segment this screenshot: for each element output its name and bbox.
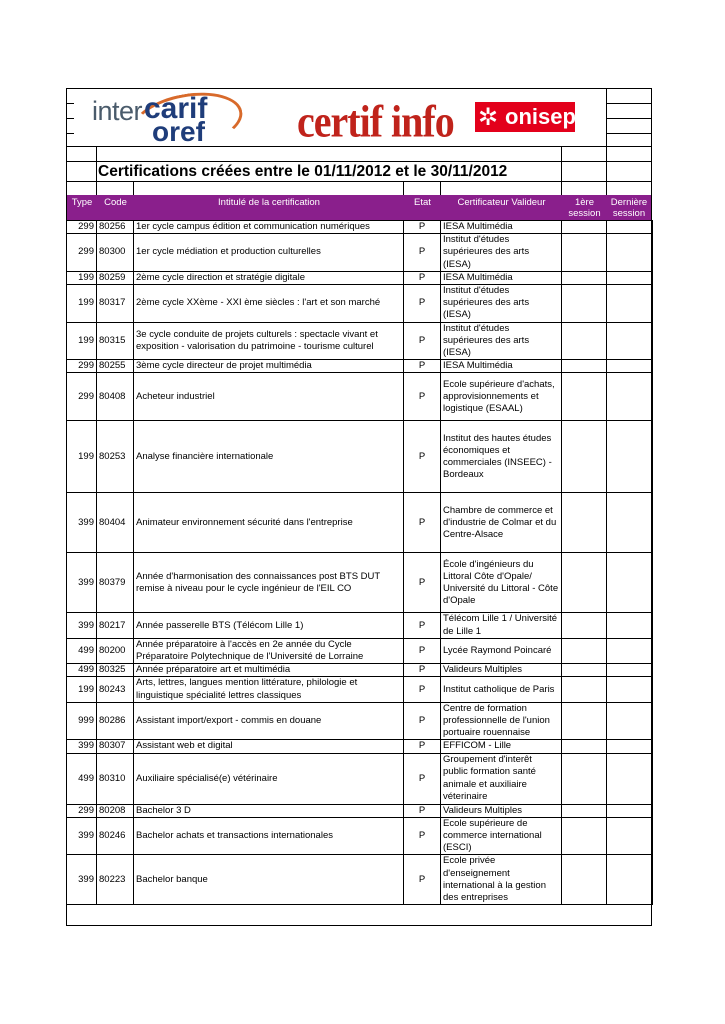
intitule-cell: Auxiliaire spécialisé(e) vétérinaire <box>134 753 404 804</box>
code-cell: 80256 <box>97 221 134 234</box>
etat-cell: P <box>404 817 441 855</box>
derniere-session-cell <box>607 855 653 905</box>
etat-cell: P <box>404 613 441 638</box>
certif-info-logo: certif info <box>297 95 454 147</box>
derniere-session-cell <box>607 285 653 323</box>
intercarif-oref-logo <box>92 92 242 147</box>
table-row <box>67 804 653 817</box>
certificateur-cell: Ecole supérieure d'achats, approvisionnements et logistique (ESAAL) <box>441 373 562 421</box>
etat-cell: P <box>404 664 441 677</box>
type-cell: 399 <box>67 740 97 753</box>
column-header-intitule: Intitulé de la certification <box>218 197 320 208</box>
premiere-session-cell <box>562 740 607 753</box>
premiere-session-cell <box>562 221 607 234</box>
derniere-session-cell <box>607 221 653 234</box>
code-cell: 80404 <box>97 493 134 553</box>
premiere-session-cell <box>562 322 607 360</box>
certificateur-cell: IESA Multimédia <box>441 360 562 373</box>
grid-line <box>66 181 652 182</box>
table-row <box>67 271 653 284</box>
premiere-session-cell <box>562 804 607 817</box>
premiere-session-cell <box>562 664 607 677</box>
intitule-cell: Année préparatoire à l'accès en 2e année du Cycle Préparatoire Polytechnique de l'Université de Lorraine <box>134 638 404 663</box>
etat-cell: P <box>404 322 441 360</box>
code-cell: 80255 <box>97 360 134 373</box>
table-row <box>67 322 653 360</box>
etat-cell: P <box>404 421 441 493</box>
premiere-session-cell <box>562 271 607 284</box>
certificateur-cell: Institut d'études supérieures des arts (IESA) <box>441 234 562 272</box>
intitule-cell: 1er cycle médiation et production culturelles <box>134 234 404 272</box>
derniere-session-cell <box>607 664 653 677</box>
table-row <box>67 638 653 663</box>
intitule-cell: Arts, lettres, langues mention littérature, philologie et linguistique spécialité lettres classiques <box>134 677 404 702</box>
grid-line <box>133 181 134 196</box>
table-row <box>67 740 653 753</box>
code-cell: 80310 <box>97 753 134 804</box>
code-cell: 80253 <box>97 421 134 493</box>
premiere-session-cell <box>562 753 607 804</box>
column-header-code: Code <box>104 197 127 208</box>
grid-line <box>440 181 441 196</box>
grid-line <box>606 103 652 104</box>
certificateur-cell: IESA Multimédia <box>441 221 562 234</box>
derniere-session-cell <box>607 804 653 817</box>
type-cell: 199 <box>67 322 97 360</box>
type-cell: 499 <box>67 664 97 677</box>
premiere-session-cell <box>562 234 607 272</box>
table-row <box>67 553 653 613</box>
type-cell: 299 <box>67 804 97 817</box>
grid-line <box>66 161 652 162</box>
intitule-cell: Bachelor 3 D <box>134 804 404 817</box>
etat-cell: P <box>404 373 441 421</box>
code-cell: 80217 <box>97 613 134 638</box>
table-row <box>67 234 653 272</box>
certificateur-cell: Valideurs Multiples <box>441 664 562 677</box>
code-cell: 80223 <box>97 855 134 905</box>
premiere-session-cell <box>562 702 607 740</box>
intitule-cell: Animateur environnement sécurité dans l'entreprise <box>134 493 404 553</box>
derniere-session-cell <box>607 373 653 421</box>
intitule-cell: Assistant web et digital <box>134 740 404 753</box>
intitule-cell: Analyse financière internationale <box>134 421 404 493</box>
etat-cell: P <box>404 234 441 272</box>
type-cell: 199 <box>67 421 97 493</box>
intitule-cell: Bachelor achats et transactions internationales <box>134 817 404 855</box>
type-cell: 199 <box>67 285 97 323</box>
table-row <box>67 493 653 553</box>
certifications-table <box>66 220 653 905</box>
premiere-session-cell <box>562 285 607 323</box>
premiere-session-cell <box>562 855 607 905</box>
etat-cell: P <box>404 638 441 663</box>
column-header-type: Type <box>71 197 93 208</box>
type-cell: 499 <box>67 753 97 804</box>
etat-cell: P <box>404 285 441 323</box>
certificateur-cell: Ecole supérieure de commerce international (ESCI) <box>441 817 562 855</box>
certificateur-cell: Institut d'études supérieures des arts (IESA) <box>441 322 562 360</box>
certificateur-cell: IESA Multimédia <box>441 271 562 284</box>
premiere-session-cell <box>562 360 607 373</box>
grid-line <box>606 133 652 134</box>
type-cell: 999 <box>67 702 97 740</box>
code-cell: 80246 <box>97 817 134 855</box>
code-cell: 80243 <box>97 677 134 702</box>
type-cell: 499 <box>67 638 97 663</box>
derniere-session-cell <box>607 753 653 804</box>
premiere-session-cell <box>562 421 607 493</box>
type-cell: 399 <box>67 855 97 905</box>
table-row <box>67 373 653 421</box>
derniere-session-cell <box>607 817 653 855</box>
logo-text: inter <box>92 96 143 126</box>
grid-line <box>606 118 652 119</box>
intitule-cell: 2ème cycle direction et stratégie digitale <box>134 271 404 284</box>
table-row <box>67 702 653 740</box>
type-cell: 199 <box>67 677 97 702</box>
etat-cell: P <box>404 753 441 804</box>
derniere-session-cell <box>607 553 653 613</box>
derniere-session-cell <box>607 493 653 553</box>
logo-bar <box>92 88 592 148</box>
etat-cell: P <box>404 221 441 234</box>
grid-line <box>561 146 562 196</box>
derniere-session-cell <box>607 271 653 284</box>
onisep-logo <box>475 102 575 132</box>
etat-cell: P <box>404 677 441 702</box>
code-cell: 80307 <box>97 740 134 753</box>
column-header-premiere-session: 1ère session <box>568 197 601 219</box>
type-cell: 399 <box>67 613 97 638</box>
logo-text: carif <box>144 92 208 125</box>
table-row <box>67 664 653 677</box>
code-cell: 80315 <box>97 322 134 360</box>
certificateur-cell: Groupement d'interêt public formation santé animale et auxiliaire véterinaire <box>441 753 562 804</box>
derniere-session-cell <box>607 702 653 740</box>
derniere-session-cell <box>607 677 653 702</box>
type-cell: 299 <box>67 221 97 234</box>
table-row <box>67 421 653 493</box>
certificateur-cell: Institut des hautes études économiques et commerciales (INSEEC) - Bordeaux <box>441 421 562 493</box>
table-row <box>67 613 653 638</box>
table-row <box>67 285 653 323</box>
etat-cell: P <box>404 740 441 753</box>
intitule-cell: 1er cycle campus édition et communication numériques <box>134 221 404 234</box>
premiere-session-cell <box>562 493 607 553</box>
type-cell: 299 <box>67 234 97 272</box>
column-header-etat: Etat <box>414 197 431 208</box>
intitule-cell: Année passerelle BTS (Télécom Lille 1) <box>134 613 404 638</box>
logo-text: oref <box>152 116 205 147</box>
derniere-session-cell <box>607 360 653 373</box>
etat-cell: P <box>404 360 441 373</box>
grid-line <box>66 133 74 134</box>
code-cell: 80408 <box>97 373 134 421</box>
onisep-star-icon: ✲ <box>478 103 499 131</box>
code-cell: 80200 <box>97 638 134 663</box>
derniere-session-cell <box>607 613 653 638</box>
table-row <box>67 221 653 234</box>
type-cell: 399 <box>67 553 97 613</box>
certificateur-cell: Lycée Raymond Poincaré <box>441 638 562 663</box>
table-row <box>67 753 653 804</box>
derniere-session-cell <box>607 234 653 272</box>
derniere-session-cell <box>607 322 653 360</box>
certificateur-cell: Centre de formation professionnelle de l'union portuaire rouennaise <box>441 702 562 740</box>
intitule-cell: Bachelor banque <box>134 855 404 905</box>
intitule-cell: Année d'harmonisation des connaissances post BTS DUT remise à niveau pour le cycle ingénieur de l'EIL CO <box>134 553 404 613</box>
type-cell: 299 <box>67 373 97 421</box>
derniere-session-cell <box>607 638 653 663</box>
table-row <box>67 360 653 373</box>
intitule-cell: 3e cycle conduite de projets culturels : spectacle vivant et exposition - valorisation du patrimoine - tourisme culturel <box>134 322 404 360</box>
code-cell: 80317 <box>97 285 134 323</box>
certificateur-cell: Institut catholique de Paris <box>441 677 562 702</box>
premiere-session-cell <box>562 677 607 702</box>
grid-line <box>606 88 607 196</box>
derniere-session-cell <box>607 740 653 753</box>
certificateur-cell: Ecole privée d'enseignement international à la gestion des entreprises <box>441 855 562 905</box>
grid-line <box>96 146 97 196</box>
grid-line <box>66 103 74 104</box>
code-cell: 80379 <box>97 553 134 613</box>
etat-cell: P <box>404 493 441 553</box>
certificateur-cell: Chambre de commerce et d'industrie de Colmar et du Centre-Alsace <box>441 493 562 553</box>
certificateur-cell: Institut d'études supérieures des arts (IESA) <box>441 285 562 323</box>
code-cell: 80259 <box>97 271 134 284</box>
table-header <box>67 195 651 221</box>
etat-cell: P <box>404 553 441 613</box>
type-cell: 199 <box>67 271 97 284</box>
certificateur-cell: EFFICOM - Lille <box>441 740 562 753</box>
grid-line <box>66 118 74 119</box>
column-header-certificateur: Certificateur Valideur <box>457 197 546 208</box>
etat-cell: P <box>404 804 441 817</box>
premiere-session-cell <box>562 553 607 613</box>
page-title: Certifications créées entre le 01/11/2012 et le 30/11/2012 <box>98 163 508 180</box>
logo-text: onisep <box>505 104 576 129</box>
intitule-cell: 2ème cycle XXème - XXI ème siècles : l'art et son marché <box>134 285 404 323</box>
intitule-cell: 3ème cycle directeur de projet multimédia <box>134 360 404 373</box>
premiere-session-cell <box>562 817 607 855</box>
derniere-session-cell <box>607 421 653 493</box>
table-row <box>67 817 653 855</box>
etat-cell: P <box>404 855 441 905</box>
etat-cell: P <box>404 702 441 740</box>
certificateur-cell: École d'ingénieurs du Littoral Côte d'Opale/ Université du Littoral - Côte d'Opale <box>441 553 562 613</box>
grid-line <box>403 181 404 196</box>
table-row <box>67 855 653 905</box>
table-row <box>67 677 653 702</box>
type-cell: 299 <box>67 360 97 373</box>
etat-cell: P <box>404 271 441 284</box>
premiere-session-cell <box>562 638 607 663</box>
column-header-derniere-session: Dernière session <box>610 197 648 219</box>
type-cell: 399 <box>67 493 97 553</box>
code-cell: 80208 <box>97 804 134 817</box>
premiere-session-cell <box>562 373 607 421</box>
intitule-cell: Assistant import/export - commis en douane <box>134 702 404 740</box>
type-cell: 399 <box>67 817 97 855</box>
certificateur-cell: Télécom Lille 1 / Université de Lille 1 <box>441 613 562 638</box>
premiere-session-cell <box>562 613 607 638</box>
code-cell: 80300 <box>97 234 134 272</box>
code-cell: 80286 <box>97 702 134 740</box>
code-cell: 80325 <box>97 664 134 677</box>
intitule-cell: Acheteur industriel <box>134 373 404 421</box>
certificateur-cell: Valideurs Multiples <box>441 804 562 817</box>
intitule-cell: Année préparatoire art et multimédia <box>134 664 404 677</box>
